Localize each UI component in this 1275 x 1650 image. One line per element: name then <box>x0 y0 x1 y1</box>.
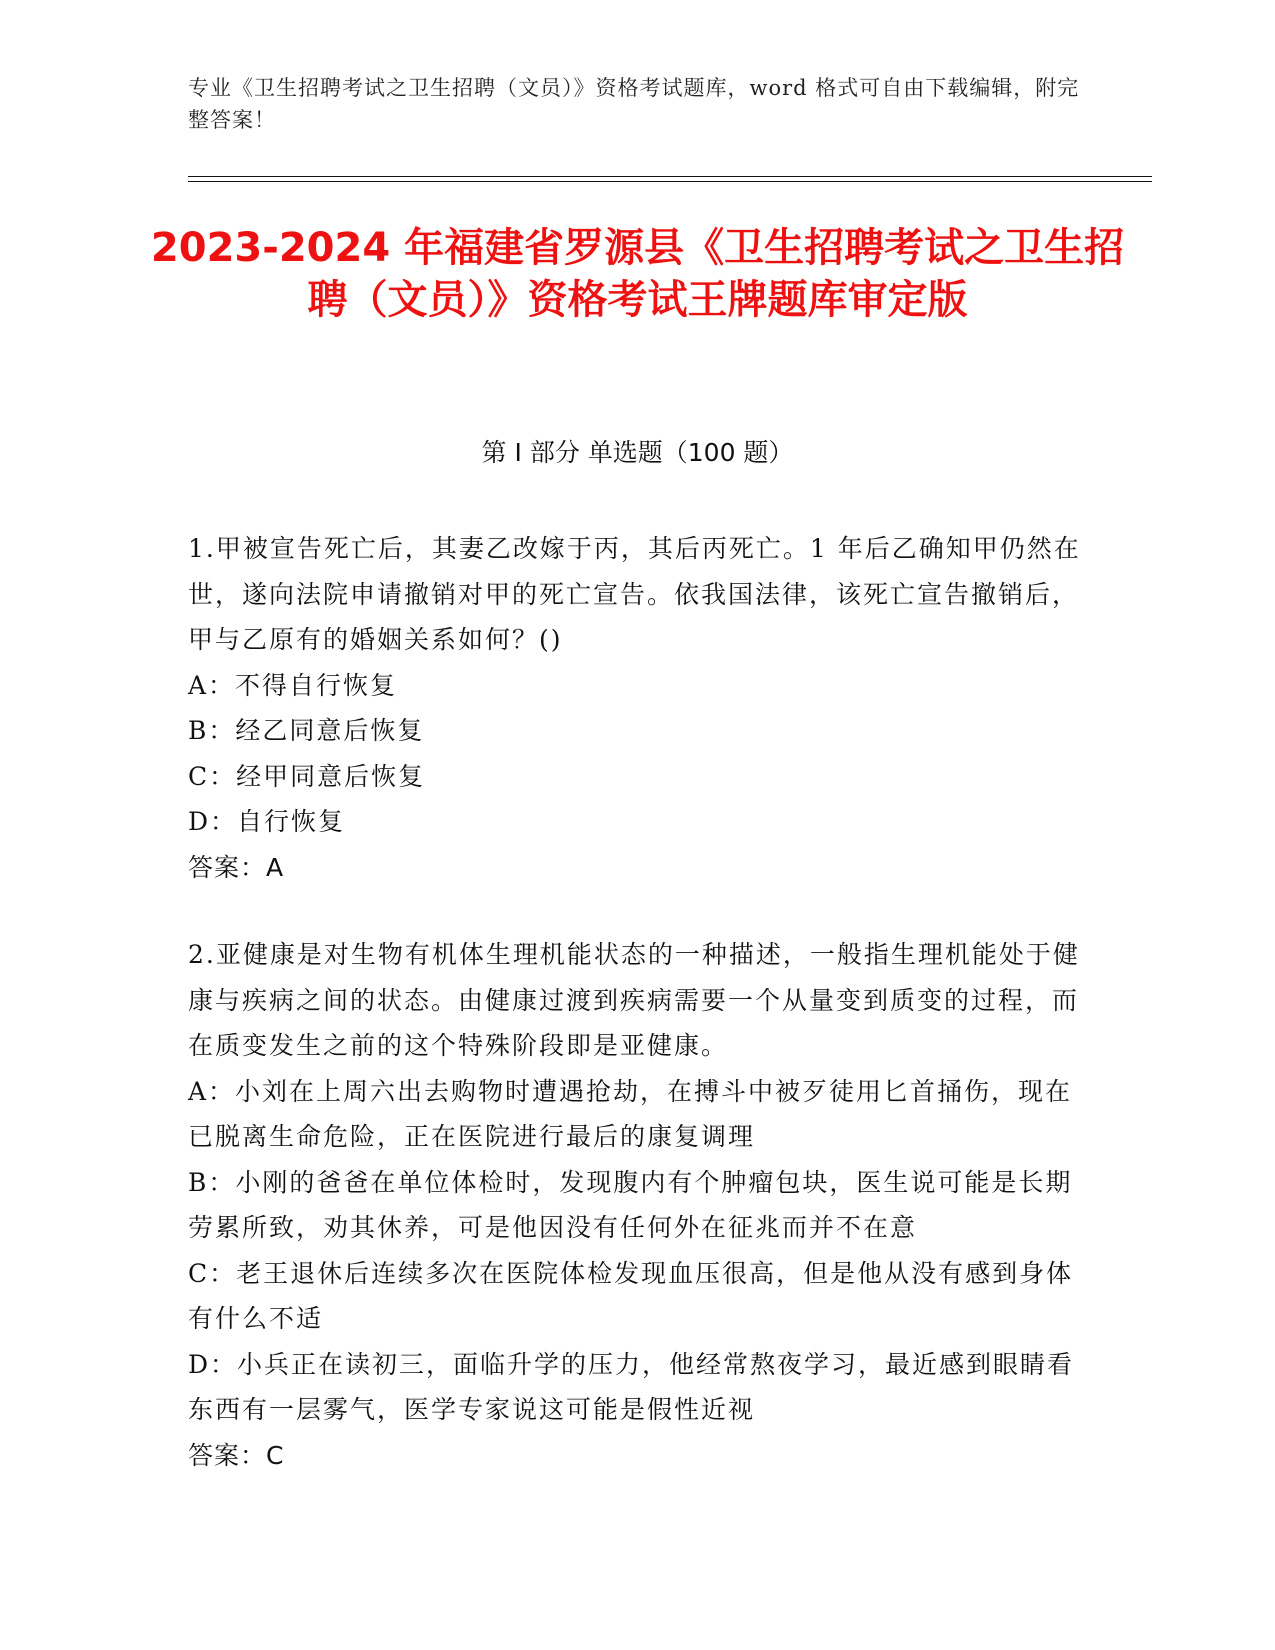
document-title: 2023-2024 年福建省罗源县《卫生招聘考试之卫生招聘（文员）》资格考试王牌题库审定版 <box>150 225 1125 323</box>
option-a: A：不得自行恢复 <box>188 670 398 700</box>
header-divider-top <box>188 176 1152 177</box>
answer: 答案：C <box>188 1440 285 1470</box>
answer: 答案：A <box>188 852 285 882</box>
option-d: D：小兵正在读初三，面临升学的压力，他经常熬夜学习，最近感到眼睛看东西有一层雾气，医学专家说这可能是假性近视 <box>188 1349 1075 1424</box>
question-2 <box>188 932 1088 1478</box>
option-b: B：经乙同意后恢复 <box>188 716 425 745</box>
option-c: C：老王退休后连续多次在医院体检发现血压很高，但是他从没有感到身体有什么不适 <box>188 1258 1074 1333</box>
option-c: C：经甲同意后恢复 <box>188 761 426 791</box>
question-1 <box>188 526 1088 890</box>
option-d: D：自行恢复 <box>188 807 346 836</box>
header-note: 专业《卫生招聘考试之卫生招聘（文员）》资格考试题库，word 格式可自由下载编辑，附完整答案！ <box>188 76 1080 132</box>
header-divider-bottom <box>188 181 1152 182</box>
option-b: B：小刚的爸爸在单位体检时，发现腹内有个肿瘤包块，医生说可能是长期劳累所致，劝其休养，可是他因没有任何外在征兆而并不在意 <box>188 1167 1073 1242</box>
question-stem: 1.甲被宣告死亡后，其妻乙改嫁于丙，其后丙死亡。1 年后乙确知甲仍然在世，遂向法院申请撤销对甲的死亡宣告。依我国法律，该死亡宣告撤销后，甲与乙原有的婚姻关系如何？() <box>188 534 1081 654</box>
option-a: A：小刘在上周六出去购物时遭遇抢劫，在搏斗中被歹徒用匕首捅伤，现在已脱离生命危险，正在医院进行最后的康复调理 <box>188 1076 1073 1151</box>
question-stem: 2.亚健康是对生物有机体生理机能状态的一种描述，一般指生理机能处于健康与疾病之间的状态。由健康过渡到疾病需要一个从量变到质变的过程，而在质变发生之前的这个特殊阶段即是亚健康。 <box>188 940 1080 1060</box>
section-heading: 第 I 部分 单选题（100 题） <box>481 438 794 467</box>
